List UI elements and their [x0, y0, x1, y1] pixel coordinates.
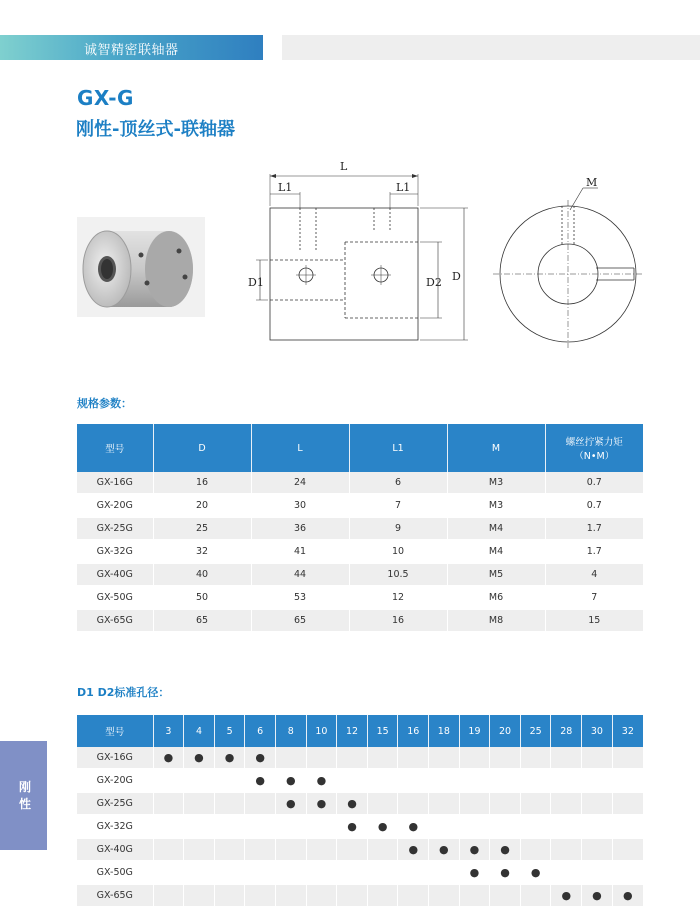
bore-mark-cell: ●	[337, 815, 368, 838]
spec-cell: M5	[447, 563, 545, 586]
spec-col-torque-unit: （N•M）	[574, 451, 615, 462]
spec-cell: 6	[349, 472, 447, 494]
bore-model-cell: GX-16G	[77, 747, 153, 769]
bore-mark-cell	[184, 838, 215, 861]
bore-row	[77, 861, 643, 884]
spec-table	[77, 424, 643, 633]
bore-mark-cell	[551, 747, 582, 769]
bore-mark-cell	[367, 792, 398, 815]
spec-cell: M6	[447, 586, 545, 609]
bore-col-model: 型号	[77, 715, 153, 747]
bore-mark-cell: ●	[398, 838, 429, 861]
bore-mark-cell	[459, 884, 490, 907]
spec-col-D: D	[153, 424, 251, 472]
bore-header-row	[77, 715, 643, 747]
bore-mark-cell	[612, 769, 643, 792]
bore-mark-cell	[520, 769, 551, 792]
bore-mark-cell	[245, 884, 276, 907]
bore-mark-cell	[214, 769, 245, 792]
bore-mark-cell	[153, 838, 184, 861]
bore-mark-cell	[582, 792, 613, 815]
bore-mark-cell	[490, 769, 521, 792]
spec-section-title: 规格参数：	[77, 397, 132, 410]
bore-mark-cell	[276, 815, 307, 838]
bore-table	[77, 715, 643, 908]
bore-model-cell: GX-40G	[77, 838, 153, 861]
product-photo	[77, 217, 205, 317]
spec-col-M: M	[447, 424, 545, 472]
spec-header-row	[77, 424, 643, 472]
product-model: GX-G	[77, 86, 134, 110]
bore-col-size: 19	[459, 715, 490, 747]
bore-mark-cell	[398, 884, 429, 907]
side-tab-char-1: 刚	[18, 780, 31, 794]
bore-mark-cell	[184, 769, 215, 792]
bore-col-size: 25	[520, 715, 551, 747]
bore-mark-cell: ●	[490, 838, 521, 861]
bore-mark-cell: ●	[490, 861, 521, 884]
bore-mark-cell: ●	[398, 815, 429, 838]
spec-cell: GX-25G	[77, 517, 153, 540]
spec-row	[77, 540, 643, 563]
spec-col-L1: L1	[349, 424, 447, 472]
bore-mark-cell: ●	[520, 861, 551, 884]
bore-model-cell: GX-20G	[77, 769, 153, 792]
spec-cell: 32	[153, 540, 251, 563]
bore-mark-cell	[551, 815, 582, 838]
spec-col-model: 型号	[77, 424, 153, 472]
bore-mark-cell: ●	[184, 747, 215, 769]
spec-cell: GX-16G	[77, 472, 153, 494]
spec-cell: GX-20G	[77, 494, 153, 517]
spec-cell: 30	[251, 494, 349, 517]
bore-mark-cell	[520, 815, 551, 838]
bore-model-cell: GX-32G	[77, 815, 153, 838]
bore-mark-cell	[612, 815, 643, 838]
bore-mark-cell	[429, 884, 460, 907]
spec-cell: 0.7	[545, 472, 643, 494]
bore-mark-cell	[551, 861, 582, 884]
spec-cell: 1.7	[545, 540, 643, 563]
spec-cell: GX-32G	[77, 540, 153, 563]
bore-col-size: 20	[490, 715, 521, 747]
bore-mark-cell	[612, 747, 643, 769]
bore-mark-cell	[582, 769, 613, 792]
spec-cell: M4	[447, 540, 545, 563]
bore-mark-cell: ●	[612, 884, 643, 907]
bore-mark-cell	[306, 861, 337, 884]
spec-cell: 65	[153, 609, 251, 632]
bore-col-size: 16	[398, 715, 429, 747]
spec-cell: M3	[447, 494, 545, 517]
bore-col-size: 15	[367, 715, 398, 747]
bore-mark-cell: ●	[459, 861, 490, 884]
bore-mark-cell	[490, 884, 521, 907]
bore-mark-cell: ●	[459, 838, 490, 861]
bore-mark-cell	[184, 861, 215, 884]
bore-col-size: 18	[429, 715, 460, 747]
bore-mark-cell	[306, 884, 337, 907]
bore-mark-cell	[153, 861, 184, 884]
bore-mark-cell	[551, 792, 582, 815]
spec-cell: 41	[251, 540, 349, 563]
bore-mark-cell	[429, 815, 460, 838]
bore-mark-cell	[184, 815, 215, 838]
bore-mark-cell	[551, 769, 582, 792]
bore-mark-cell	[490, 747, 521, 769]
bore-mark-cell	[520, 838, 551, 861]
bore-mark-cell	[245, 792, 276, 815]
bore-col-size: 32	[612, 715, 643, 747]
bore-mark-cell	[276, 747, 307, 769]
bore-mark-cell	[398, 792, 429, 815]
spec-cell: GX-50G	[77, 586, 153, 609]
bore-mark-cell	[306, 815, 337, 838]
spec-cell: GX-65G	[77, 609, 153, 632]
spec-cell: 10	[349, 540, 447, 563]
spec-cell: M4	[447, 517, 545, 540]
coupling-photo-illustration	[77, 217, 205, 317]
bore-mark-cell	[184, 884, 215, 907]
dim-D1-label: D1	[248, 276, 264, 289]
spec-row	[77, 517, 643, 540]
bore-mark-cell	[367, 769, 398, 792]
category-side-tab-text	[18, 779, 32, 813]
bore-mark-cell	[337, 861, 368, 884]
spec-row	[77, 586, 643, 609]
bore-mark-cell	[520, 747, 551, 769]
spec-cell: 36	[251, 517, 349, 540]
bore-mark-cell	[214, 792, 245, 815]
spec-cell: 0.7	[545, 494, 643, 517]
spec-cell: 12	[349, 586, 447, 609]
bore-mark-cell	[490, 815, 521, 838]
bore-mark-cell	[214, 884, 245, 907]
bore-mark-cell: ●	[367, 815, 398, 838]
bore-section-title: D1 D2标准孔径：	[77, 686, 170, 699]
bore-mark-cell: ●	[245, 769, 276, 792]
bore-mark-cell: ●	[276, 769, 307, 792]
bore-mark-cell	[245, 861, 276, 884]
bore-mark-cell	[520, 884, 551, 907]
bore-mark-cell	[612, 792, 643, 815]
bore-mark-cell	[367, 884, 398, 907]
spec-cell: 4	[545, 563, 643, 586]
bore-mark-cell	[306, 747, 337, 769]
technical-drawing	[238, 158, 658, 348]
bore-mark-cell	[429, 861, 460, 884]
header-banner	[0, 35, 263, 60]
bore-col-size: 28	[551, 715, 582, 747]
spec-cell: 24	[251, 472, 349, 494]
spec-col-torque-label: 螺丝拧紧力矩	[565, 437, 623, 448]
dim-M-label: M	[586, 176, 598, 189]
bore-mark-cell	[153, 792, 184, 815]
spec-cell: 20	[153, 494, 251, 517]
bore-mark-cell	[398, 861, 429, 884]
brand-title: 诚智精密联轴器	[84, 43, 179, 58]
bore-col-size: 3	[153, 715, 184, 747]
bore-row	[77, 747, 643, 769]
spec-row	[77, 609, 643, 632]
bore-mark-cell	[153, 815, 184, 838]
side-tab-char-2: 性	[18, 797, 31, 811]
bore-mark-cell	[612, 838, 643, 861]
spec-cell: 7	[545, 586, 643, 609]
bore-mark-cell	[429, 747, 460, 769]
bore-col-size: 10	[306, 715, 337, 747]
spec-cell: 65	[251, 609, 349, 632]
bore-col-size: 8	[276, 715, 307, 747]
bore-mark-cell	[276, 861, 307, 884]
bore-mark-cell	[398, 747, 429, 769]
spec-col-L: L	[251, 424, 349, 472]
bore-mark-cell	[398, 769, 429, 792]
spec-cell: 15	[545, 609, 643, 632]
bore-mark-cell	[214, 815, 245, 838]
bore-mark-cell	[245, 838, 276, 861]
spec-table-body	[77, 472, 643, 632]
bore-mark-cell: ●	[337, 792, 368, 815]
bore-mark-cell: ●	[214, 747, 245, 769]
bore-mark-cell	[367, 747, 398, 769]
spec-cell: GX-40G	[77, 563, 153, 586]
spec-cell: 53	[251, 586, 349, 609]
spec-cell: M3	[447, 472, 545, 494]
spec-row	[77, 563, 643, 586]
spec-row	[77, 494, 643, 517]
bore-mark-cell	[245, 815, 276, 838]
bore-mark-cell	[490, 792, 521, 815]
bore-mark-cell: ●	[153, 747, 184, 769]
bore-mark-cell	[337, 838, 368, 861]
product-subtitle: 刚性-顶丝式-联轴器	[76, 119, 235, 140]
bore-mark-cell	[153, 884, 184, 907]
bore-col-size: 30	[582, 715, 613, 747]
bore-mark-cell	[429, 769, 460, 792]
bore-mark-cell	[459, 747, 490, 769]
bore-mark-cell: ●	[276, 792, 307, 815]
spec-cell: 44	[251, 563, 349, 586]
bore-row	[77, 792, 643, 815]
category-side-tab	[0, 741, 47, 850]
bore-mark-cell: ●	[306, 769, 337, 792]
bore-col-size: 5	[214, 715, 245, 747]
bore-mark-cell	[551, 838, 582, 861]
bore-row	[77, 884, 643, 907]
spec-cell: 7	[349, 494, 447, 517]
bore-mark-cell	[459, 792, 490, 815]
bore-mark-cell	[459, 815, 490, 838]
dim-L-label: L	[340, 160, 348, 173]
bore-row	[77, 815, 643, 838]
bore-mark-cell: ●	[306, 792, 337, 815]
bore-mark-cell	[337, 884, 368, 907]
bore-mark-cell: ●	[582, 884, 613, 907]
bore-mark-cell	[582, 815, 613, 838]
bore-mark-cell	[429, 792, 460, 815]
end-view	[493, 176, 643, 348]
bore-mark-cell: ●	[551, 884, 582, 907]
spec-cell: 16	[349, 609, 447, 632]
spec-row	[77, 472, 643, 494]
bore-row	[77, 769, 643, 792]
bore-model-cell: GX-65G	[77, 884, 153, 907]
bore-mark-cell	[306, 838, 337, 861]
dim-L1-left-label: L1	[278, 181, 293, 194]
bore-mark-cell	[612, 861, 643, 884]
bore-row	[77, 838, 643, 861]
bore-mark-cell	[214, 861, 245, 884]
bore-col-size: 12	[337, 715, 368, 747]
bore-mark-cell	[582, 747, 613, 769]
bore-col-size: 4	[184, 715, 215, 747]
bore-mark-cell: ●	[429, 838, 460, 861]
bore-mark-cell	[337, 769, 368, 792]
spec-col-torque	[545, 424, 643, 472]
spec-cell: 16	[153, 472, 251, 494]
bore-model-cell: GX-50G	[77, 861, 153, 884]
bore-mark-cell	[214, 838, 245, 861]
bore-mark-cell: ●	[245, 747, 276, 769]
bore-mark-cell	[459, 769, 490, 792]
side-view	[248, 160, 468, 340]
dim-D2-label: D2	[426, 276, 442, 289]
dim-D-label: D	[452, 270, 461, 283]
bore-mark-cell	[367, 861, 398, 884]
spec-cell: M8	[447, 609, 545, 632]
bore-mark-cell	[276, 884, 307, 907]
bore-mark-cell	[276, 838, 307, 861]
spec-cell: 25	[153, 517, 251, 540]
spec-cell: 50	[153, 586, 251, 609]
bore-mark-cell	[520, 792, 551, 815]
dim-L1-right-label: L1	[396, 181, 411, 194]
bore-mark-cell	[337, 747, 368, 769]
bore-table-body	[77, 747, 643, 907]
spec-cell: 9	[349, 517, 447, 540]
bore-mark-cell	[367, 838, 398, 861]
bore-mark-cell	[184, 792, 215, 815]
spec-cell: 40	[153, 563, 251, 586]
bore-model-cell: GX-25G	[77, 792, 153, 815]
bore-mark-cell	[582, 838, 613, 861]
bore-col-size: 6	[245, 715, 276, 747]
bore-mark-cell	[582, 861, 613, 884]
bore-mark-cell	[153, 769, 184, 792]
spec-cell: 1.7	[545, 517, 643, 540]
spec-cell: 10.5	[349, 563, 447, 586]
header-gray-bar	[282, 35, 700, 60]
